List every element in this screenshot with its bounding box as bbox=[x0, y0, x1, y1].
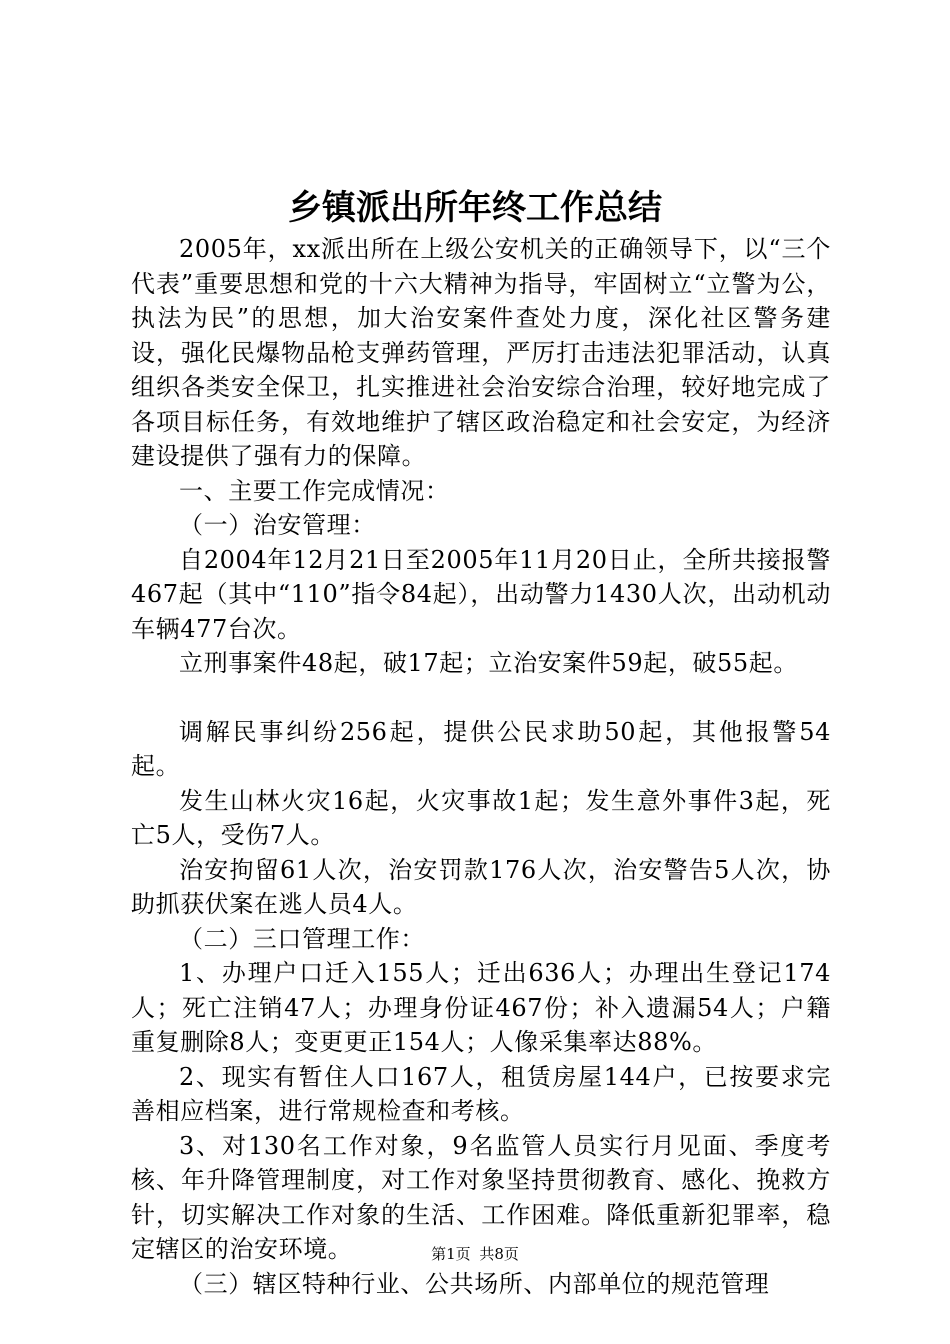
document-body bbox=[131, 232, 831, 1301]
document-title: 乡镇派出所年终工作总结 bbox=[288, 188, 662, 228]
paragraph-detention-stats: 治安拘留61人次，治安罚款176人次，治安警告5人次，协助抓获伏案在逃人员4人。 bbox=[131, 855, 831, 918]
paragraph-supervision-targets: 3、对130名工作对象，9名监管人员实行月见面、季度考核、年升降管理制度，对工作对象坚持贯彻教育、感化、挽救方针，切实解决工作对象的生活、工作困难。降低重新犯罪率，稳定辖区的治安环境。 bbox=[131, 1131, 831, 1263]
page-total: 共8页 bbox=[479, 1245, 519, 1263]
paragraph-household-registration: 1、办理户口迁入155人；迁出636人；办理出生登记174人；死亡注销47人；办理身份证467份；补入遗漏54人；户籍重复删除8人；变更更正154人；人像采集率达88%。 bbox=[131, 959, 831, 1056]
paragraph-alarm-stats: 自2004年12月21日至2005年11月20日止，全所共接报警467起（其中“110”指令84起），出动警力1430人次，出动机动车辆477台次。 bbox=[131, 545, 831, 643]
paragraph-intro: 2005年，xx派出所在上级公安机关的正确领导下，以“三个代表”重要思想和党的十六大精神为指导，牢固树立“立警为公，执法为民”的思想，加大治安案件查处力度，深化社区警务建设，强化民爆物品枪支弹药管理，严厉打击违法犯罪活动，认真组织各类安全保卫，扎实推进社会治安综合治理，较好地完成了各项目标任务，有效地维护了辖区政治稳定和社会安定，为经济建设提供了强有力的保障。 bbox=[131, 235, 831, 470]
subsection-heading-household-management: （二）三口管理工作： bbox=[179, 924, 425, 953]
paragraph-temporary-residents: 2、现实有暂住人口167人，租赁房屋144户，已按要求完善相应档案，进行常规检查和考核。 bbox=[131, 1062, 831, 1125]
paragraph-fire-accident-stats: 发生山林火灾16起，火灾事故1起；发生意外事件3起，死亡5人，受伤7人。 bbox=[131, 786, 831, 849]
section-heading-main-work: 一、主要工作完成情况： bbox=[179, 476, 450, 505]
paragraph-case-stats: 立刑事案件48起，破17起；立治安案件59起，破55起。 bbox=[179, 649, 798, 677]
subsection-heading-special-industries: （三）辖区特种行业、公共场所、内部单位的规范管理 bbox=[179, 1269, 770, 1298]
subsection-heading-public-security: （一）治安管理： bbox=[179, 511, 376, 539]
page-number: 第1页 bbox=[431, 1245, 471, 1263]
page-footer bbox=[0, 1244, 950, 1264]
paragraph-mediation-stats: 调解民事纠纷256起，提供公民求助50起，其他报警54起。 bbox=[131, 717, 831, 780]
